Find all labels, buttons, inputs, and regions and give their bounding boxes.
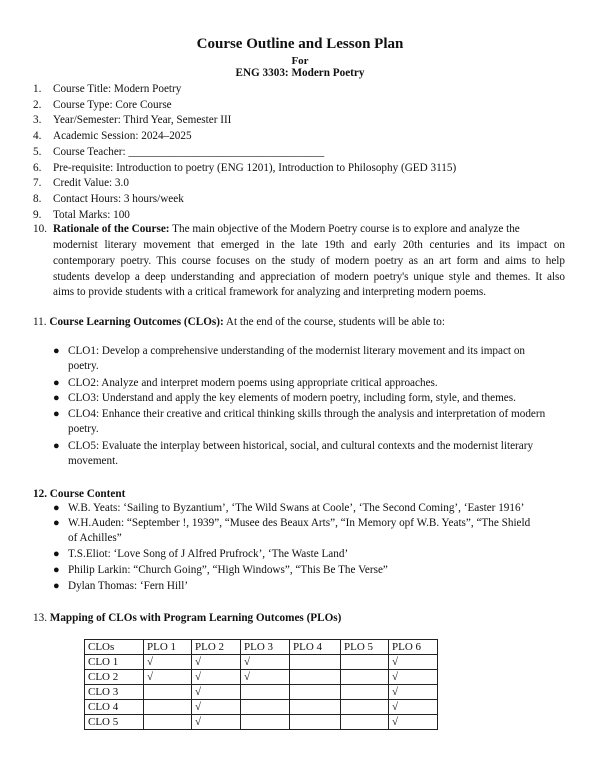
bullet-icon: ● [53, 580, 60, 592]
mapping-cell [290, 655, 341, 670]
content-item [53, 563, 568, 578]
table-row [85, 685, 438, 700]
mapping-cell: √ [192, 670, 241, 685]
document-title: Course Outline and Lesson Plan [196, 36, 404, 52]
mapping-cell [341, 700, 389, 715]
table-row [85, 715, 438, 730]
clo-text: CLO4: Enhance their creative and critical thinking skills through the analysis and interpretation of modern [68, 408, 546, 420]
mapping-number: 13. [33, 612, 47, 624]
mapping-cell [290, 670, 341, 685]
course-info-number: 2. [33, 98, 42, 111]
clo-label-cell: CLO 5 [85, 715, 144, 730]
mapping-cell: √ [389, 685, 438, 700]
mapping-cell: √ [389, 700, 438, 715]
clo-label-cell: CLO 1 [85, 655, 144, 670]
clo-item [68, 422, 568, 437]
rationale-label: Rationale of the Course: [53, 223, 170, 235]
course-info-text: Course Type: Core Course [53, 98, 172, 111]
mapping-cell: √ [241, 670, 290, 685]
table-header-cell: PLO 1 [144, 640, 192, 655]
content-item [53, 516, 568, 531]
table-header-cell: PLO 3 [241, 640, 290, 655]
rationale-text-line: modernist literary movement that emerged in the late 19th and early 20th centuries and its impact on [53, 239, 565, 251]
bullet-icon: ● [53, 392, 60, 404]
content-label: 12. Course Content [33, 488, 126, 500]
course-info-number: 4. [33, 130, 42, 143]
content-item [68, 531, 568, 546]
clo-item [53, 407, 568, 422]
bullet-icon: ● [53, 517, 60, 529]
clo-label-cell: CLO 2 [85, 670, 144, 685]
mapping-cell [241, 700, 290, 715]
mapping-cell: √ [389, 670, 438, 685]
clo-item [53, 344, 568, 359]
content-text: Philip Larkin: “Church Going”, “High Windows”, “This Be The Verse” [68, 564, 388, 576]
course-info-text: Contact Hours: 3 hours/week [53, 192, 184, 205]
table-row [85, 700, 438, 715]
mapping-cell: √ [144, 670, 192, 685]
clo-item [53, 439, 568, 454]
table-header-cell: PLO 6 [389, 640, 438, 655]
clo-text: movement. [68, 455, 119, 468]
table-header-cell: PLO 4 [290, 640, 341, 655]
mapping-cell [144, 700, 192, 715]
clo-number: 11. [33, 316, 47, 328]
bullet-icon: ● [53, 564, 60, 576]
course-info-text: Year/Semester: Third Year, Semester III [53, 114, 232, 127]
mapping-cell [341, 715, 389, 730]
mapping-cell: √ [192, 715, 241, 730]
content-text: W.B. Yeats: ‘Sailing to Byzantium’, ‘The Wild Swans at Coole’, ‘The Second Coming’, ‘Easter 1916’ [68, 502, 525, 514]
course-info-number: 9. [33, 208, 42, 221]
mapping-cell: √ [192, 700, 241, 715]
mapping-cell [144, 715, 192, 730]
mapping-cell [290, 700, 341, 715]
mapping-label: Mapping of CLOs with Program Learning Outcomes (PLOs) [49, 612, 342, 624]
clo-text: CLO1: Develop a comprehensive understanding of the modernist literary movement and its impact on [68, 345, 526, 357]
mapping-heading [33, 611, 341, 627]
mapping-cell [290, 685, 341, 700]
mapping-cell: √ [192, 685, 241, 700]
course-info-text: Course Teacher: ___________________________________ [53, 145, 325, 158]
table-row [85, 655, 438, 670]
clo-text: poetry. [68, 360, 99, 373]
table-header-row [85, 640, 438, 655]
mapping-cell [241, 685, 290, 700]
mapping-cell: √ [144, 655, 192, 670]
content-text: W.H.Auden: “September !, 1939”, “Musee des Beaux Arts”, “In Memory opf W.B. Yeats”, “The Shield [68, 517, 531, 529]
course-info-number: 3. [33, 114, 42, 127]
course-info-number: 8. [33, 192, 42, 205]
clo-item [68, 359, 568, 374]
clo-plo-mapping-table [84, 639, 438, 730]
course-info-number: 6. [33, 161, 42, 174]
clo-text: poetry. [68, 423, 99, 436]
content-item [53, 501, 568, 516]
clo-label: Course Learning Outcomes (CLOs): [49, 316, 224, 328]
clo-item [53, 376, 568, 391]
mapping-cell [290, 715, 341, 730]
bullet-icon: ● [53, 440, 60, 452]
rationale-text-line: contemporary poetry. This course focuses on the study of modern poetry as an art form and aims to help [53, 254, 565, 267]
clo-text: CLO5: Evaluate the interplay between historical, social, and cultural contexts and the modernist literary [68, 440, 534, 452]
content-item [53, 547, 568, 562]
clo-text: CLO2: Analyze and interpret modern poems using appropriate critical approaches. [68, 377, 438, 389]
course-info-text: Pre-requisite: Introduction to poetry (ENG 1201), Introduction to Philosophy (GED 3115) [53, 161, 457, 174]
clo-label-cell: CLO 4 [85, 700, 144, 715]
rationale-text-line: students develop a deep understanding and appreciation of modern poetry's unique style and themes. It also [53, 270, 565, 283]
clo-heading [33, 315, 445, 331]
course-info-number: 1. [33, 83, 42, 95]
bullet-icon: ● [53, 345, 60, 357]
rationale-text-line-1: The main objective of the Modern Poetry course is to explore and analyze the [172, 223, 520, 235]
mapping-cell: √ [389, 715, 438, 730]
document-subtitle-for: For [291, 55, 309, 67]
clo-intro: At the end of the course, students will be able to: [225, 316, 445, 328]
mapping-cell: √ [192, 655, 241, 670]
document-course-code: ENG 3303: Modern Poetry [235, 67, 365, 79]
course-info-text: Course Title: Modern Poetry [53, 83, 182, 95]
table-header-cell: PLO 5 [341, 640, 389, 655]
course-info-text: Total Marks: 100 [53, 208, 130, 221]
content-text: of Achilles” [68, 532, 122, 545]
clo-item [68, 454, 568, 469]
mapping-cell: √ [241, 655, 290, 670]
mapping-cell [341, 685, 389, 700]
clo-item [53, 391, 568, 406]
course-info-number: 7. [33, 177, 42, 190]
clo-label-cell: CLO 3 [85, 685, 144, 700]
table-row [85, 670, 438, 685]
course-info-text: Academic Session: 2024–2025 [53, 130, 192, 143]
table-header-cell: CLOs [85, 640, 144, 655]
content-item [53, 579, 568, 594]
clo-text: CLO3: Understand and apply the key elements of modern poetry, including form, style, and themes. [68, 392, 516, 404]
rationale-text-line: aims to provide students with a critical framework for analyzing and interpreting modern poems. [53, 286, 487, 299]
content-text: T.S.Eliot: ‘Love Song of J Alfred Prufrock’, ‘The Waste Land’ [68, 548, 349, 560]
table-header-cell: PLO 2 [192, 640, 241, 655]
mapping-cell [341, 655, 389, 670]
mapping-cell: √ [389, 655, 438, 670]
content-text: Dylan Thomas: ‘Fern Hill’ [68, 580, 189, 592]
bullet-icon: ● [53, 408, 60, 420]
mapping-cell [241, 715, 290, 730]
rationale-number: 10. [33, 223, 47, 235]
bullet-icon: ● [53, 548, 60, 560]
course-info-number: 5. [33, 145, 42, 158]
course-info-text: Credit Value: 3.0 [53, 177, 129, 190]
bullet-icon: ● [53, 502, 60, 514]
mapping-cell [144, 685, 192, 700]
mapping-cell [341, 670, 389, 685]
bullet-icon: ● [53, 377, 60, 389]
